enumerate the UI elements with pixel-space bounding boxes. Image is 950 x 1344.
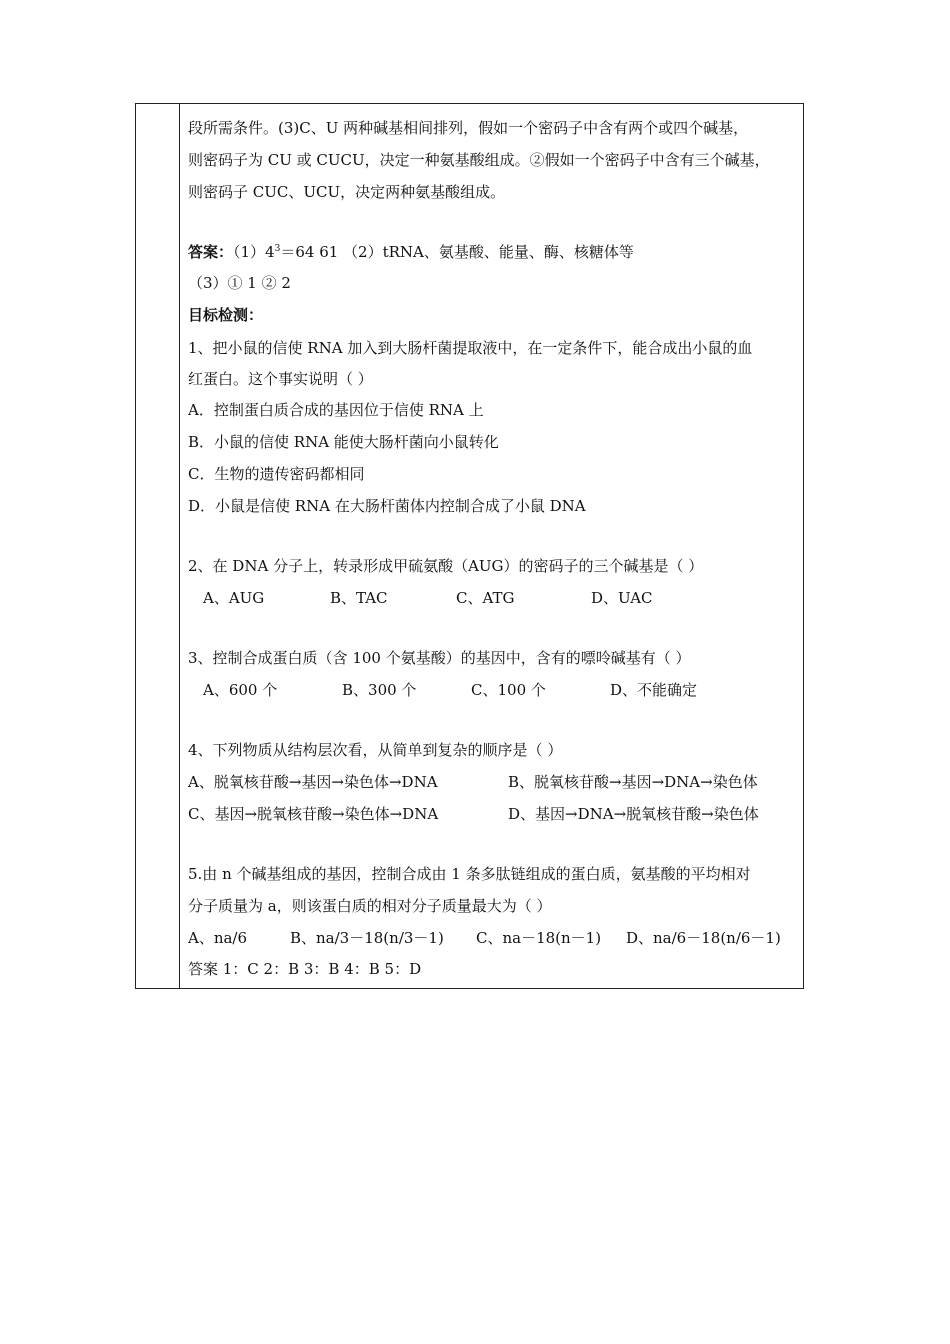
q5-option-a: A、na/6 bbox=[188, 929, 248, 947]
q2-option-a: A、AUG bbox=[203, 589, 265, 607]
q3-option-c: C、100 个 bbox=[471, 681, 546, 699]
section-title: 目标检测： bbox=[188, 306, 264, 324]
q5-stem-line-2: 分子质量为 a，则该蛋白质的相对分子质量最大为（ ） bbox=[188, 897, 552, 915]
q5-option-b: B、na/3－18(n/3－1) bbox=[290, 929, 444, 947]
q3-option-d: D、不能确定 bbox=[610, 681, 698, 699]
answer-line-1 bbox=[188, 243, 634, 261]
q5-option-c: C、na－18(n－1) bbox=[476, 929, 602, 947]
q3-option-a: A、600 个 bbox=[203, 681, 278, 699]
table-content-cell bbox=[188, 104, 800, 988]
document-table bbox=[135, 103, 804, 989]
q2-option-d: D、UAC bbox=[591, 589, 653, 607]
final-answer-key: 答案 1：C 2：B 3：B 4：B 5：D bbox=[188, 960, 422, 978]
q2-stem: 2、在 DNA 分子上，转录形成甲硫氨酸（AUG）的密码子的三个碱基是（ ） bbox=[188, 557, 704, 575]
q2-option-b: B、TAC bbox=[330, 589, 388, 607]
q1-stem-line-1: 1、把小鼠的信使 RNA 加入到大肠杆菌提取液中，在一定条件下，能合成出小鼠的血 bbox=[188, 339, 753, 357]
answer-part1-suffix: ＝64 61 （2）tRNA、氨基酸、能量、酶、核糖体等 bbox=[280, 243, 634, 261]
q3-stem: 3、控制合成蛋白质（含 100 个氨基酸）的基因中，含有的嘌呤碱基有（ ） bbox=[188, 649, 691, 667]
answer-exponent: 3 bbox=[274, 244, 281, 254]
q1-option-c: C．生物的遗传密码都相同 bbox=[188, 465, 365, 483]
intro-line-3: 则密码子 CUC、UCU，决定两种氨基酸组成。 bbox=[188, 183, 506, 201]
q4-option-d: D、基因→DNA→脱氧核苷酸→染色体 bbox=[508, 805, 759, 823]
q4-option-c: C、基因→脱氧核苷酸→染色体→DNA bbox=[188, 805, 439, 823]
answer-line-2: （3）① 1 ② 2 bbox=[188, 274, 291, 292]
q1-option-a: A．控制蛋白质合成的基因位于信使 RNA 上 bbox=[188, 401, 484, 419]
q1-stem-line-2: 红蛋白。这个事实说明（ ） bbox=[188, 370, 373, 388]
q5-options bbox=[188, 929, 800, 947]
q1-option-b: B．小鼠的信使 RNA 能使大肠杆菌向小鼠转化 bbox=[188, 433, 499, 451]
q2-options bbox=[188, 589, 800, 607]
q3-option-b: B、300 个 bbox=[342, 681, 417, 699]
intro-line-1: 段所需条件。(3)C、U 两种碱基相间排列，假如一个密码子中含有两个或四个碱基， bbox=[188, 119, 749, 137]
q4-stem: 4、下列物质从结构层次看，从简单到复杂的顺序是（ ） bbox=[188, 741, 563, 759]
q1-option-d: D．小鼠是信使 RNA 在大肠杆菌体内控制合成了小鼠 DNA bbox=[188, 497, 586, 515]
q2-option-c: C、ATG bbox=[456, 589, 515, 607]
q4-option-a: A、脱氧核苷酸→基因→染色体→DNA bbox=[188, 773, 438, 791]
table-left-column bbox=[136, 104, 180, 988]
q4-option-b: B、脱氧核苷酸→基因→DNA→染色体 bbox=[508, 773, 758, 791]
q4-options-row-1 bbox=[188, 773, 800, 791]
answer-label: 答案： bbox=[188, 243, 234, 261]
q3-options bbox=[188, 681, 800, 699]
q5-option-d: D、na/6－18(n/6－1) bbox=[626, 929, 781, 947]
answer-part1-prefix: （1）4 bbox=[233, 243, 275, 261]
intro-line-2: 则密码子为 CU 或 CUCU，决定一种氨基酸组成。②假如一个密码子中含有三个碱基， bbox=[188, 151, 770, 169]
q4-options-row-2 bbox=[188, 805, 800, 823]
q5-stem-line-1: 5.由 n 个碱基组成的基因，控制合成由 1 条多肽链组成的蛋白质，氨基酸的平均相对 bbox=[188, 865, 751, 883]
